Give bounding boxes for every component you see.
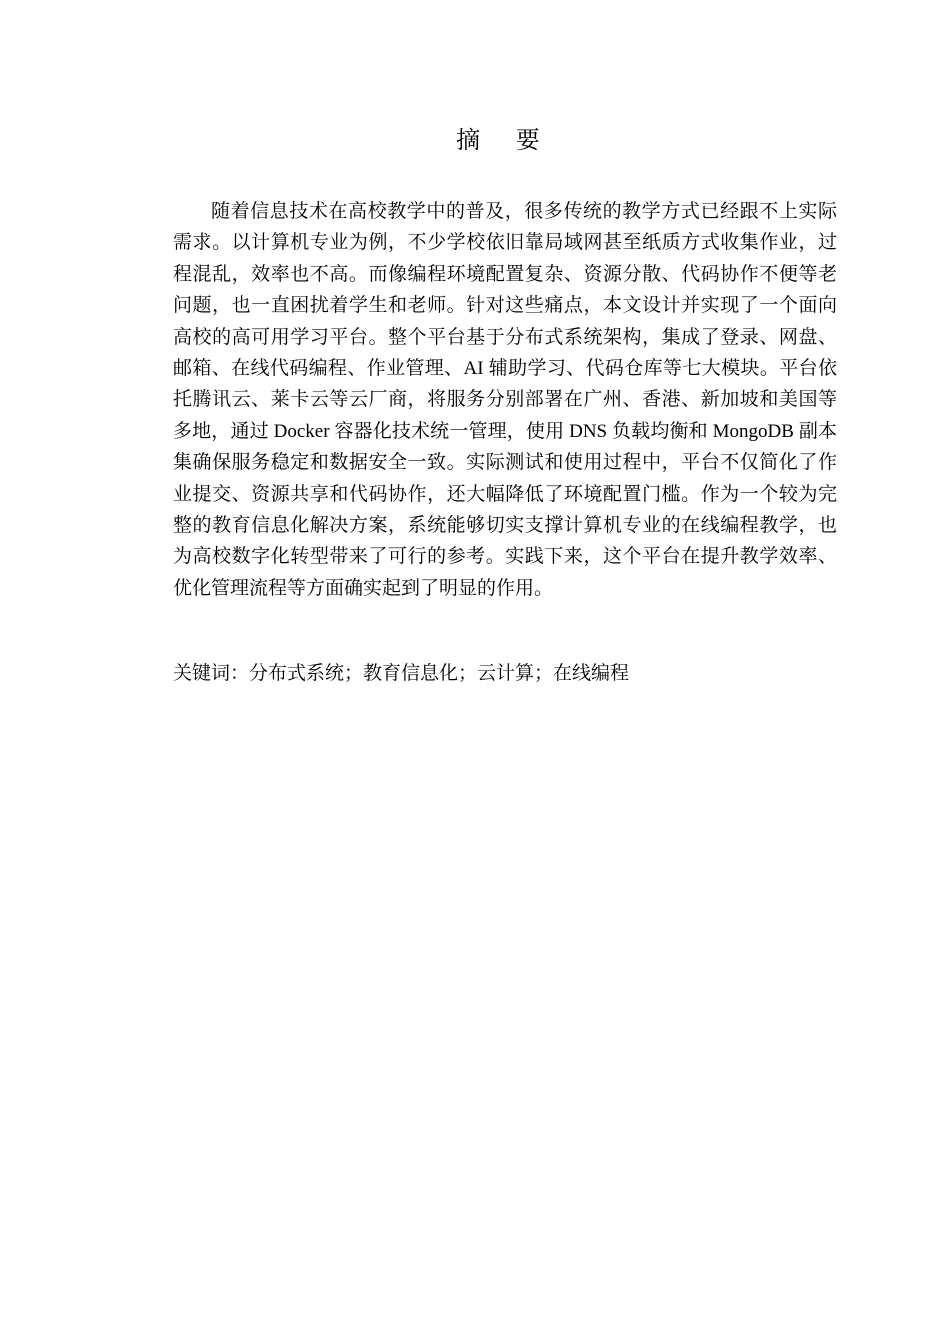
keywords-line: [173, 658, 837, 689]
abstract-title: 摘 要: [456, 126, 554, 154]
keywords-label: 关键词：: [173, 662, 250, 684]
keywords-text: 分布式系统；教育信息化；云计算；在线编程: [249, 663, 630, 684]
abstract-paragraph: 随着信息技术在高校教学中的普及，很多传统的教学方式已经跟不上实际需求。以计算机专业为例，不少学校依旧靠局域网甚至纸质方式收集作业，过程混乱，效率也不高。而像编程环境配置复杂、资源分散、代码协作不便等老问题，也一直困扰着学生和老师。针对这些痛点，本文设计并实现了一个面向高校的高可用学习平台。整个平台基于分布式系统架构，集成了登录、网盘、邮箱、在线代码编程、作业管理、AI 辅助学习、代码仓库等七大模块。平台依托腾讯云、莱卡云等云厂商，将服务分别部署在广州、香港、新加坡和美国等多地，通过 Docker 容器化技术统一管理，使用 DNS 负载均衡和 MongoDB 副本集确保服务稳定和数据安全一致。实际测试和使用过程中，平台不仅简化了作业提交、资源共享和代码协作，还大幅降低了环境配置门槛。作为一个较为完整的教育信息化解决方案，系统能够切实支撑计算机专业的在线编程教学，也为高校数字化转型带来了可行的参考。实践下来，这个平台在提升教学效率、优化管理流程等方面确实起到了明显的作用。: [173, 201, 837, 599]
